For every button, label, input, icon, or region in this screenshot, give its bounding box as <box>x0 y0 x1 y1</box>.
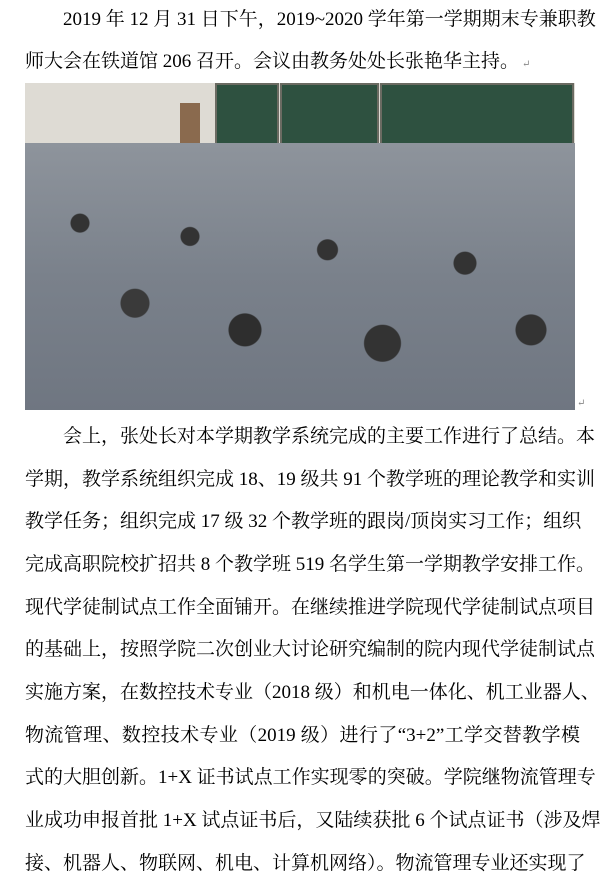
paragraph2-line-10: 业成功申报首批 1+X 试点证书后，又陆续获批 6 个试点证书（涉及焊 <box>25 810 601 831</box>
paragraph2-line-5: 现代学徒制试点工作全面铺开。在继续推进学院现代学徒制试点项目 <box>25 597 596 618</box>
paragraph-mark-icon: ↵ <box>522 59 531 70</box>
paragraph2-line-3: 教学任务；组织完成 17 级 32 个教学班的跟岗/顶岗实习工作；组织 <box>25 511 582 532</box>
paragraph2-line-6: 的基础上，按照学院二次创业大讨论研究编制的院内现代学徒制试点 <box>25 639 596 660</box>
photo-audience <box>25 143 575 410</box>
paragraph2-line-2: 学期，教学系统组织完成 18、19 级共 91 个教学班的理论教学和实训 <box>25 469 596 490</box>
paragraph2-line-8: 物流管理、数控技术专业（2019 级）进行了“3+2”工学交替教学模 <box>25 725 580 746</box>
paragraph2-line-1: 会上，张处长对本学期教学系统完成的主要工作进行了总结。本 <box>63 426 596 447</box>
paragraph2-line-7: 实施方案，在数控技术专业（2018 级）和机电一体化、机工业器人、 <box>25 682 600 703</box>
paragraph1-line-2-text: 师大会在铁道馆 206 召开。会议由教务处处长张艳华主持。 <box>25 51 520 72</box>
paragraph2-line-11: 接、机器人、物联网、机电、计算机网络）。物流管理专业还实现了 <box>25 853 586 874</box>
paragraph2-line-4: 完成高职院校扩招共 8 个教学班 519 名学生第一学期教学安排工作。 <box>25 554 596 575</box>
meeting-photo <box>25 83 575 410</box>
photo-chalkboard <box>280 83 379 147</box>
photo-chalkboard <box>215 83 279 147</box>
paragraph1-line-1: 2019 年 12 月 31 日下午，2019~2020 学年第一学期期末专兼职教 <box>63 9 596 30</box>
paragraph-mark-icon: ↵ <box>577 398 586 409</box>
paragraph1-line-2 <box>25 50 580 77</box>
photo-chalkboard <box>380 83 574 147</box>
paragraph2-line-9: 式的大胆创新。1+X 证书试点工作实现零的突破。学院继物流管理专 <box>25 767 596 788</box>
